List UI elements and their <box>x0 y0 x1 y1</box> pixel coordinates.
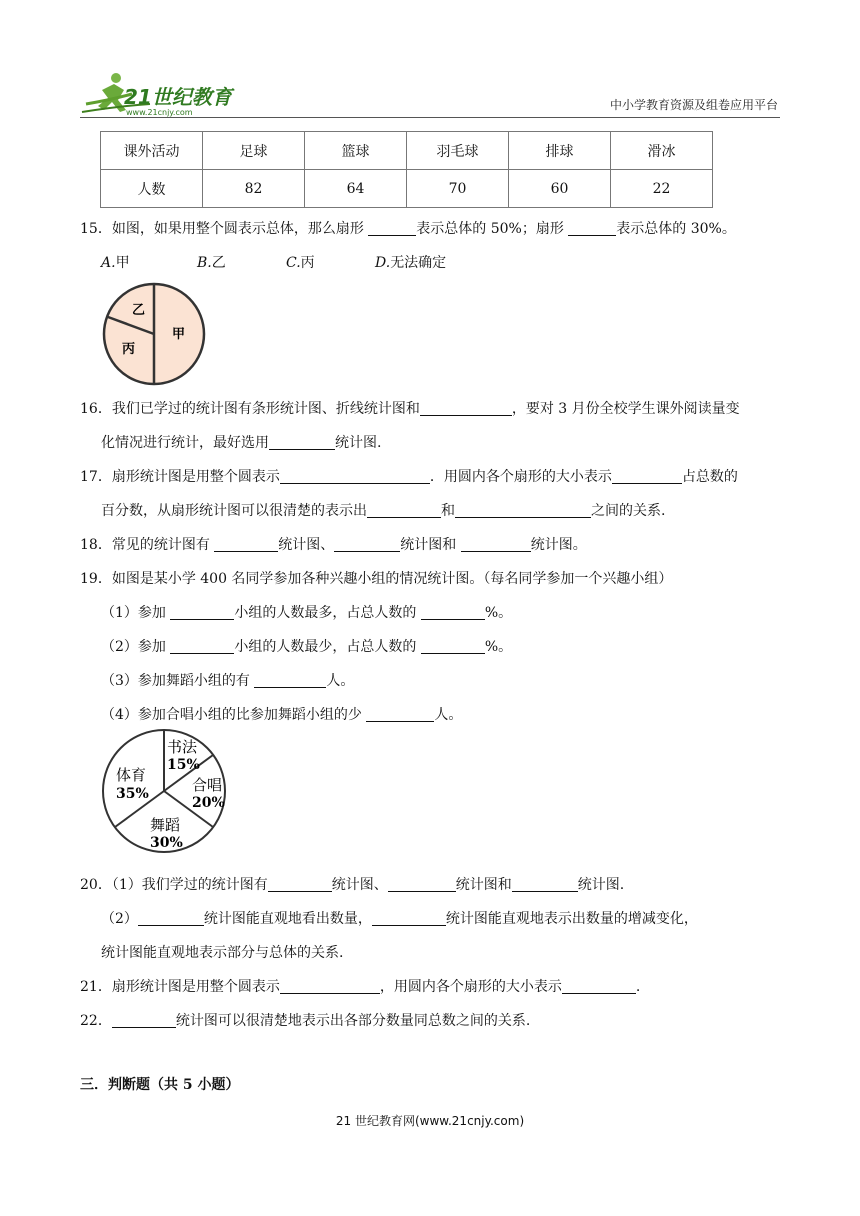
q19-stem: 19．如图是某小学 400 名同学参加各种兴趣小组的情况统计图。（每名同学参加一个兴趣小组） <box>80 571 673 587</box>
answer-blank[interactable] <box>170 605 234 620</box>
question-17-line2 <box>101 500 665 520</box>
answer-blank[interactable] <box>461 537 531 552</box>
q17-text: ．用圆内各个扇形的大小表示 <box>429 469 612 485</box>
q19-text: （1）参加 <box>101 605 171 621</box>
q19-part-3 <box>101 670 354 690</box>
answer-blank[interactable] <box>421 639 485 654</box>
table-cell: 足球 <box>203 132 305 170</box>
q20-text: 统计图、 <box>331 877 388 893</box>
logo-main-text: 21世纪教育 <box>124 85 232 109</box>
question-19 <box>80 568 672 588</box>
q19-text: （4）参加合唱小组的比参加舞蹈小组的少 <box>101 707 367 723</box>
table-cell: 羽毛球 <box>407 132 509 170</box>
pie-label-jia: 甲 <box>172 327 186 342</box>
answer-blank[interactable] <box>455 503 591 518</box>
q22-text: 22． <box>80 1013 112 1029</box>
q15-text-b: 表示总体的 50%；扇形 <box>416 221 569 237</box>
pie-label-yi: 乙 <box>132 303 146 318</box>
q18-text: 18．常见的统计图有 <box>80 537 215 553</box>
q16-text: 化情况进行统计，最好选用 <box>101 435 269 451</box>
pie-pct-wudao: 30% <box>150 835 183 851</box>
q17-text: 百分数，从扇形统计图可以很清楚的表示出 <box>101 503 367 519</box>
answer-blank[interactable] <box>112 1013 176 1028</box>
table-cell: 60 <box>509 170 611 208</box>
question-17 <box>80 466 738 486</box>
pie-pct-tiyu: 35% <box>116 786 149 802</box>
table-cell: 22 <box>611 170 713 208</box>
question-21 <box>80 976 640 996</box>
q19-part-4 <box>101 704 462 724</box>
answer-blank[interactable] <box>138 911 204 926</box>
answer-blank[interactable] <box>388 877 456 892</box>
q19-text: （2）参加 <box>101 639 171 655</box>
pie-label-wudao: 舞蹈 <box>150 816 181 834</box>
table-row <box>101 132 713 170</box>
q15-text-c: 表示总体的 30%。 <box>616 221 736 237</box>
q20-text: （2） <box>101 911 138 927</box>
answer-blank[interactable] <box>214 537 278 552</box>
logo-sub-text: www.21cnjy.com <box>126 108 193 117</box>
pie-label-shufa: 书法 <box>167 738 198 756</box>
question-22 <box>80 1010 530 1030</box>
option-text: 丙 <box>300 255 315 271</box>
q21-text: 21．扇形统计图是用整个圆表示 <box>80 979 280 995</box>
q19-text: 人。 <box>434 707 463 723</box>
runner-logo-icon <box>80 70 260 118</box>
question-16 <box>80 398 740 418</box>
answer-blank[interactable] <box>612 469 682 484</box>
q16-text: 16．我们已学过的统计图有条形统计图、折线统计图和 <box>80 401 420 417</box>
question-18 <box>80 534 587 554</box>
q15-pie-chart <box>100 280 210 390</box>
q19-part-1 <box>101 602 512 622</box>
question-20 <box>80 874 624 894</box>
answer-blank[interactable] <box>568 221 616 236</box>
q17-text: 占总数的 <box>681 469 738 485</box>
question-16-line2 <box>101 432 381 452</box>
option-text: 甲 <box>115 255 130 271</box>
q19-text: 小组的人数最多，占总人数的 <box>234 605 421 621</box>
table-row <box>101 170 713 208</box>
answer-blank[interactable] <box>368 221 416 236</box>
answer-blank[interactable] <box>254 673 326 688</box>
option-letter: C. <box>286 255 301 271</box>
pie-label-bing: 丙 <box>122 342 136 357</box>
q17-text: 17．扇形统计图是用整个圆表示 <box>80 469 280 485</box>
table-cell: 70 <box>407 170 509 208</box>
answer-blank[interactable] <box>269 435 335 450</box>
q20-text: 统计图和 <box>455 877 512 893</box>
option-text: 无法确定 <box>390 255 447 271</box>
q20-text: 统计图能直观地表示部分与总体的关系. <box>101 945 344 961</box>
option-a[interactable] <box>101 252 197 272</box>
q18-text: 统计图、 <box>278 537 335 553</box>
question-20-line3 <box>101 942 343 962</box>
q19-text: 人。 <box>326 673 355 689</box>
answer-blank[interactable] <box>420 401 512 416</box>
answer-blank[interactable] <box>280 469 430 484</box>
pie-pct-hechang: 20% <box>192 795 225 811</box>
option-text: 乙 <box>211 255 226 271</box>
section-title: 三．判断题（共 5 小题） <box>80 1077 240 1093</box>
q19-text: %。 <box>484 605 513 621</box>
question-20-line2 <box>101 908 698 928</box>
q15-text-a: 15．如图，如果用整个圆表示总体，那么扇形 <box>80 221 369 237</box>
activity-table <box>100 131 713 208</box>
q20-text: 统计图能直观地看出数量， <box>203 911 372 927</box>
table-cell: 排球 <box>509 132 611 170</box>
table-cell: 篮球 <box>305 132 407 170</box>
q22-text: 统计图可以很清楚地表示出各部分数量同总数之间的关系. <box>175 1013 531 1029</box>
answer-blank[interactable] <box>367 503 441 518</box>
question-15 <box>80 218 736 238</box>
pie-label-tiyu: 体育 <box>116 766 147 784</box>
answer-blank[interactable] <box>366 707 434 722</box>
q17-text: 之间的关系. <box>591 503 666 519</box>
q19-text: （3）参加舞蹈小组的有 <box>101 673 255 689</box>
answer-blank[interactable] <box>512 877 578 892</box>
q18-text: 统计图。 <box>530 537 587 553</box>
header-divider <box>80 117 780 118</box>
answer-blank[interactable] <box>372 911 446 926</box>
q19-part-2 <box>101 636 512 656</box>
option-letter: A. <box>101 255 116 271</box>
option-letter: B. <box>197 255 212 271</box>
platform-name: 中小学教育资源及组卷应用平台 <box>609 98 778 112</box>
option-b[interactable] <box>197 252 286 272</box>
q20-text: 20．（1）我们学过的统计图有 <box>80 877 268 893</box>
table-cell: 课外活动 <box>101 132 203 170</box>
option-letter: D. <box>375 255 391 271</box>
q19-pie-chart <box>100 728 232 856</box>
q21-text: . <box>635 979 641 995</box>
option-c[interactable] <box>286 252 375 272</box>
q19-text: %。 <box>484 639 513 655</box>
q17-text: 和 <box>441 503 455 519</box>
page-footer: 21 世纪教育网(www.21cnjy.com) <box>335 1114 525 1128</box>
table-cell: 64 <box>305 170 407 208</box>
pie-label-hechang: 合唱 <box>192 776 223 794</box>
q16-text: ，要对 3 月份全校学生课外阅读量变 <box>511 401 740 417</box>
q20-text: 统计图能直观地表示出数量的增减变化， <box>445 911 698 927</box>
option-d[interactable] <box>375 252 446 272</box>
q21-text: ，用圆内各个扇形的大小表示 <box>379 979 562 995</box>
q16-text: 统计图. <box>335 435 382 451</box>
site-logo <box>80 70 260 118</box>
answer-blank[interactable] <box>268 877 332 892</box>
answer-blank[interactable] <box>334 537 400 552</box>
pie-pct-shufa: 15% <box>167 757 200 773</box>
table-cell: 滑冰 <box>611 132 713 170</box>
answer-blank[interactable] <box>170 639 234 654</box>
q18-text: 统计图和 <box>400 537 461 553</box>
answer-blank[interactable] <box>421 605 485 620</box>
answer-blank[interactable] <box>562 979 636 994</box>
q20-text: 统计图. <box>577 877 625 893</box>
q19-text: 小组的人数最少，占总人数的 <box>234 639 421 655</box>
q15-options <box>101 252 446 272</box>
table-cell: 人数 <box>101 170 203 208</box>
answer-blank[interactable] <box>280 979 380 994</box>
table-cell: 82 <box>203 170 305 208</box>
